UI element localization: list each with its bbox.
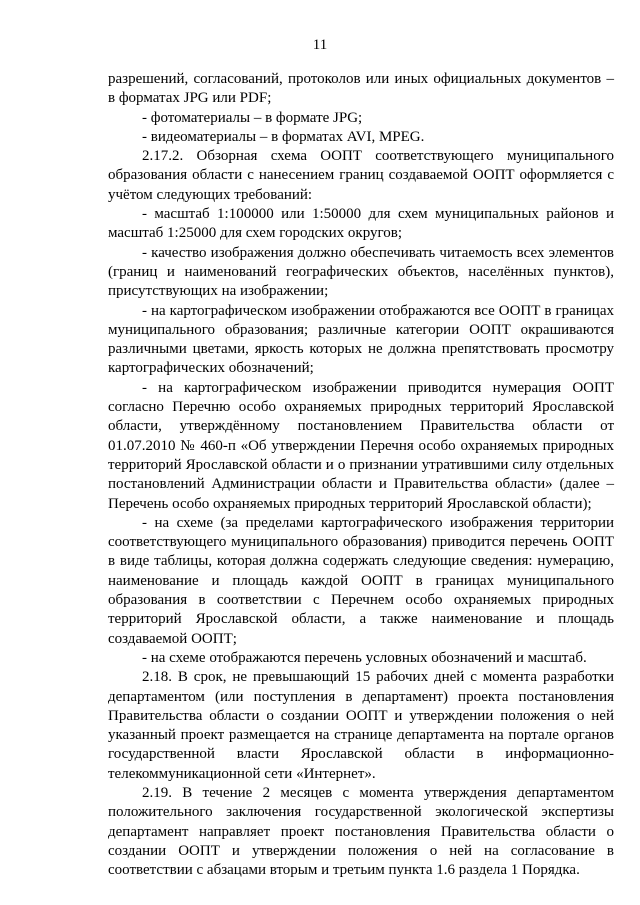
paragraph-continuation: разрешений, согласований, протоколов или иных официальных документов – в форматах JPG или PDF; bbox=[108, 71, 614, 107]
list-item-oopt-table: - на схеме (за пределами картографического изображения территории соответствующего муниципального образования) приводится перечень ООПТ в виде таблицы, которая должна содержать следующие сведения: нумерацию, наименование и площадь каждой ООПТ в границах муниципального образования в соответствии с Перечнем особо охраняемых природных территорий Ярославской области, а также наименование и площадь создаваемой ООПТ; bbox=[108, 514, 614, 647]
list-item-video-materials: - видеоматериалы – в форматах AVI, MPEG. bbox=[142, 128, 425, 145]
document-body bbox=[108, 70, 614, 880]
list-item-photo-materials: - фотоматериалы – в формате JPG; bbox=[142, 109, 363, 126]
paragraph-2-18: 2.18. В срок, не превышающий 15 рабочих дней с момента разработки департаментом (или поступления в департамент) проекта постановления Правительства области о создании ООПТ и утверждении положения о ней указанный проект размещается на странице департамента на портале органов государственной власти Ярославской области в информационно-телекоммуникационной сети «Интернет». bbox=[108, 669, 614, 782]
list-item-oopt-numbering: - на картографическом изображении приводится нумерация ООПТ согласно Перечню особо охраняемых природных территорий Ярославской области, утверждённому постановлением Правительства области от 01.07.2010 № 460-п «Об утверждении Перечня особо охраняемых природных территорий Ярославской области и о признании утратившими силу отдельных постановлений Администрации области и Правительства области» (далее – Перечень особо охраняемых природных территорий Ярославской области); bbox=[108, 379, 614, 512]
paragraph-2-19: 2.19. В течение 2 месяцев с момента утверждения департаментом положительного заключения государственной экологической экспертизы департамент направляет проект постановления Правительства области о создании ООПТ и утверждении положения о ней на согласование в соответствии с абзацами вторым и третьим пункта 1.6 раздела 1 Порядка. bbox=[108, 784, 614, 879]
list-item-oopt-display: - на картографическом изображении отображаются все ООПТ в границах муниципального образования; различные категории ООПТ окрашиваются различными цветами, яркость которых не должна препятствовать просмотру картографических обозначений; bbox=[108, 302, 614, 377]
paragraph-2-17-2: 2.17.2. Обзорная схема ООПТ соответствующего муниципального образования области с нанесением границ создаваемой ООПТ оформляется с учётом следующих требований: bbox=[108, 148, 614, 203]
list-item-image-quality: - качество изображения должно обеспечивать читаемость всех элементов (границ и наименований географических объектов, населённых пунктов), присутствующих на изображении; bbox=[108, 244, 614, 300]
list-item-scale: - масштаб 1:100000 или 1:50000 для схем муниципальных районов и масштаб 1:25000 для схем городских округов; bbox=[108, 206, 614, 242]
list-item-legend-scale: - на схеме отображаются перечень условных обозначений и масштаб. bbox=[142, 649, 587, 666]
page-number: 11 bbox=[312, 37, 328, 53]
